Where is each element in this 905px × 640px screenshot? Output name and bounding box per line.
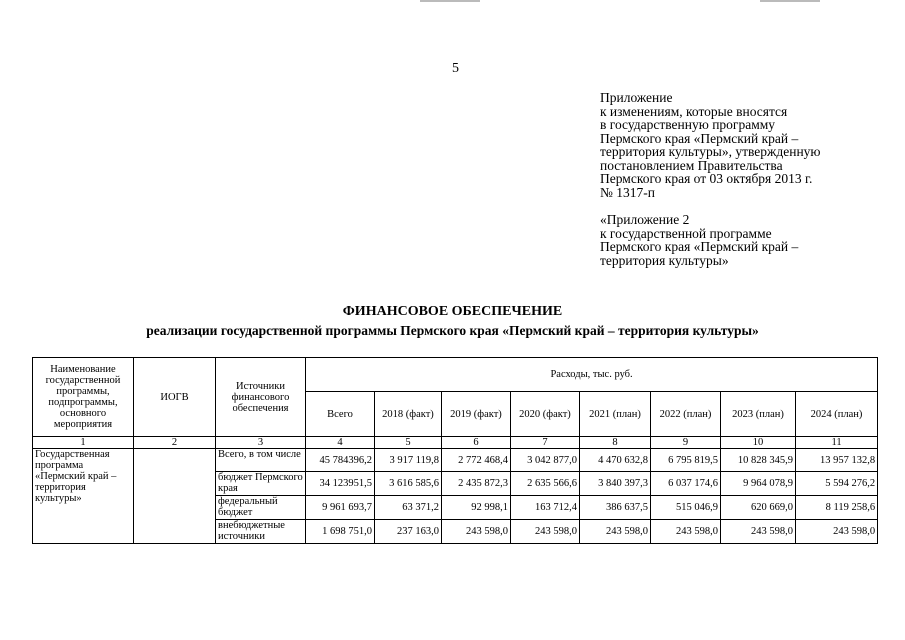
value-cell: 237 163,0 (375, 520, 442, 544)
column-number: 7 (511, 437, 580, 449)
header-expenses: Расходы, тыс. руб. (306, 358, 878, 392)
value-cell: 243 598,0 (651, 520, 721, 544)
value-cell: 1 698 751,0 (306, 520, 375, 544)
source-cell: бюджет Пермского края (216, 472, 306, 496)
value-cell: 6 795 819,5 (651, 449, 721, 472)
value-cell: 13 957 132,8 (796, 449, 878, 472)
annex2-line: Пермского края «Пермский край – (600, 239, 799, 254)
header-iogv: ИОГВ (134, 358, 216, 437)
value-cell: 9 964 078,9 (721, 472, 796, 496)
table-row (33, 449, 878, 472)
value-cell: 243 598,0 (511, 520, 580, 544)
column-number: 2 (134, 437, 216, 449)
annex-line: Пермского края «Пермский край – (600, 130, 799, 146)
annex2-line: к государственной программе (600, 225, 772, 241)
iogv-cell (134, 449, 216, 544)
header-sources: Источники финансового обеспечения (216, 358, 306, 437)
annex-line: постановлением Правительства (600, 157, 783, 173)
value-cell: 45 784396,2 (306, 449, 375, 472)
scan-mark (420, 0, 480, 2)
document-subtitle: реализации государственной программы Пермского края «Пермский край – территория культуры» (146, 323, 759, 338)
source-cell: внебюджетные источники (216, 520, 306, 544)
value-cell: 386 637,5 (580, 496, 651, 520)
value-cell: 3 917 119,8 (375, 449, 442, 472)
column-numbers-row (33, 437, 878, 449)
column-number: 11 (796, 437, 878, 449)
column-number: 6 (442, 437, 511, 449)
column-number: 9 (651, 437, 721, 449)
annex-line: к изменениям, которые вносятся (600, 103, 788, 119)
finance-table (32, 357, 878, 544)
value-cell: 243 598,0 (442, 520, 511, 544)
header-year: 2019 (факт) (442, 392, 511, 437)
header-year: 2024 (план) (796, 392, 878, 437)
column-number: 8 (580, 437, 651, 449)
value-cell: 2 435 872,3 (442, 472, 511, 496)
value-cell: 243 598,0 (796, 520, 878, 544)
value-cell: 2 635 566,6 (511, 472, 580, 496)
annex2-block (600, 213, 900, 267)
header-year: 2020 (факт) (511, 392, 580, 437)
value-cell: 2 772 468,4 (442, 449, 511, 472)
source-cell: Всего, в том числе (216, 449, 306, 472)
annex-block (600, 91, 900, 199)
value-cell: 8 119 258,6 (796, 496, 878, 520)
header-year: 2022 (план) (651, 392, 721, 437)
header-year: Всего (306, 392, 375, 437)
header-year: 2023 (план) (721, 392, 796, 437)
value-cell: 163 712,4 (511, 496, 580, 520)
value-cell: 92 998,1 (442, 496, 511, 520)
value-cell: 620 669,0 (721, 496, 796, 520)
source-cell: федеральный бюджет (216, 496, 306, 520)
program-name-cell: Государственная программа «Пермский край – территория культуры» (33, 449, 134, 544)
header-year: 2018 (факт) (375, 392, 442, 437)
value-cell: 3 042 877,0 (511, 449, 580, 472)
value-cell: 63 371,2 (375, 496, 442, 520)
annex2-line: «Приложение 2 (600, 212, 690, 227)
scan-mark (760, 0, 820, 2)
column-number: 1 (33, 437, 134, 449)
page-number: 5 (452, 61, 459, 76)
annex-line: № 1317-п (600, 184, 655, 200)
annex-line: территория культуры», утвержденную (600, 144, 821, 159)
value-cell: 34 123951,5 (306, 472, 375, 496)
value-cell: 5 594 276,2 (796, 472, 878, 496)
document-title: ФИНАНСОВОЕ ОБЕСПЕЧЕНИЕ (342, 304, 563, 319)
column-number: 4 (306, 437, 375, 449)
value-cell: 243 598,0 (580, 520, 651, 544)
value-cell: 6 037 174,6 (651, 472, 721, 496)
value-cell: 4 470 632,8 (580, 449, 651, 472)
value-cell: 9 961 693,7 (306, 496, 375, 520)
value-cell: 3 840 397,3 (580, 472, 651, 496)
column-number: 3 (216, 437, 306, 449)
value-cell: 515 046,9 (651, 496, 721, 520)
column-number: 5 (375, 437, 442, 449)
column-number: 10 (721, 437, 796, 449)
annex2-line: территория культуры» (600, 252, 729, 268)
header-program-name: Наименование государственной программы, подпрограммы, основного мероприятия (33, 358, 134, 437)
annex-line: Приложение (600, 90, 673, 105)
header-year: 2021 (план) (580, 392, 651, 437)
value-cell: 243 598,0 (721, 520, 796, 544)
annex-line: в государственную программу (600, 117, 776, 132)
value-cell: 10 828 345,9 (721, 449, 796, 472)
annex-line: Пермского края от 03 октября 2013 г. (600, 171, 813, 186)
value-cell: 3 616 585,6 (375, 472, 442, 496)
